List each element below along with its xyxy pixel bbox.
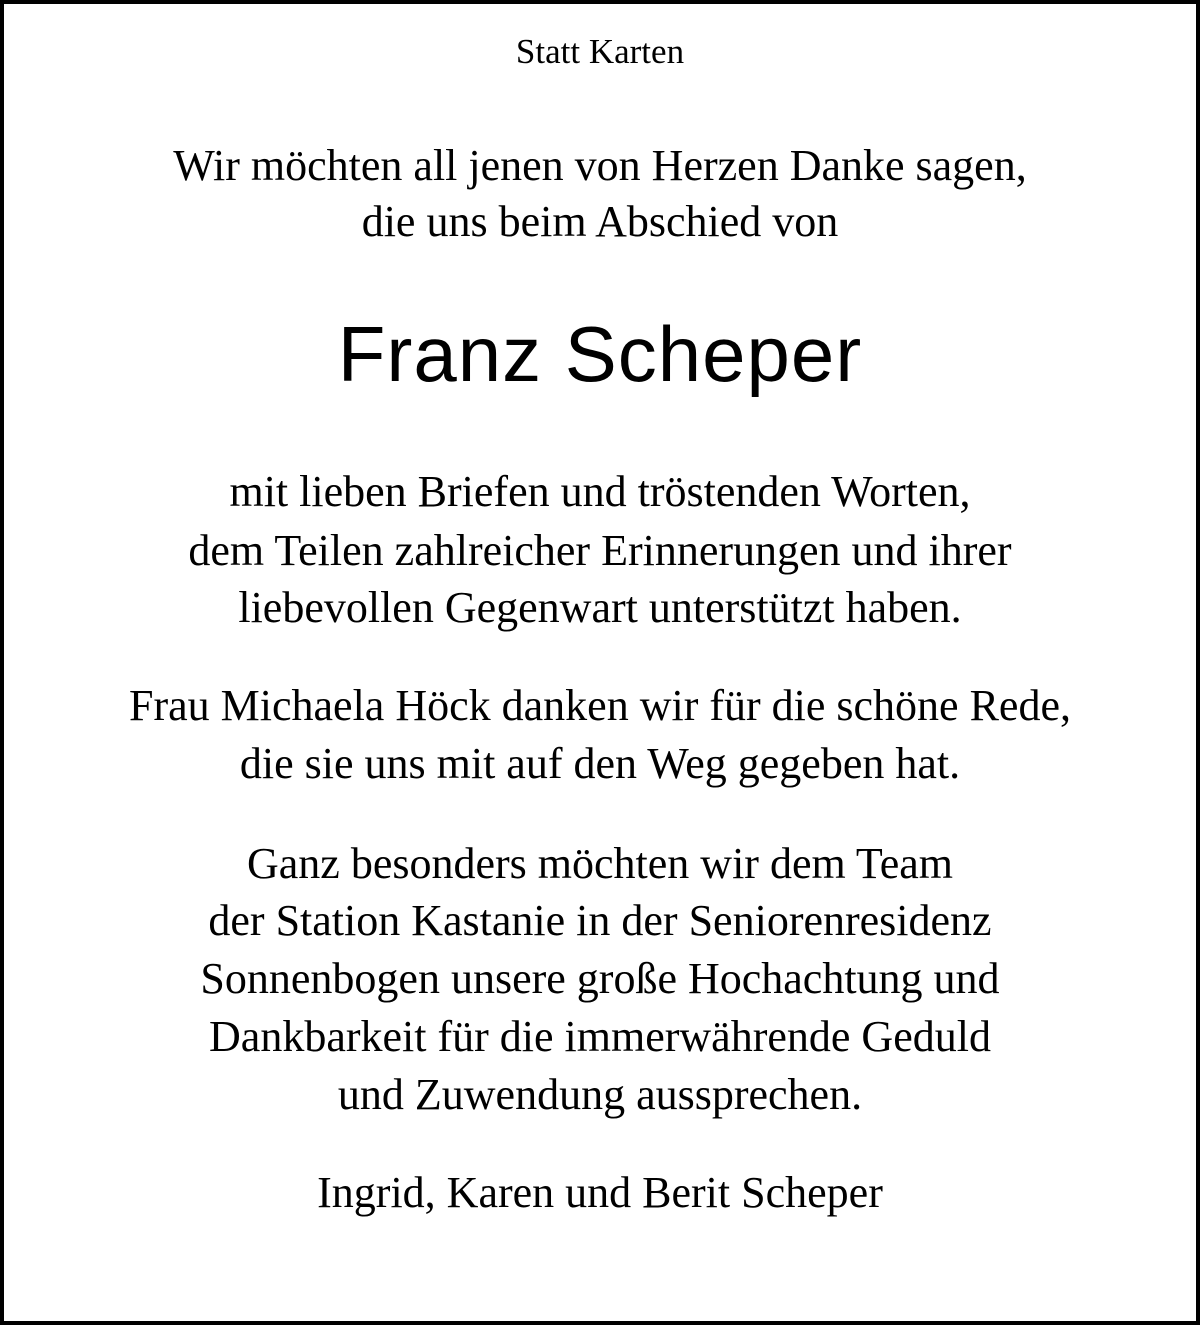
team-line-1: Ganz besonders möchten wir dem Team xyxy=(247,839,953,888)
team-line-5: und Zuwendung aussprechen. xyxy=(337,1070,863,1119)
speech-line-2: die sie uns mit auf den Weg gegeben hat. xyxy=(239,739,961,788)
intro-line-2: die uns beim Abschied von xyxy=(361,197,839,246)
signature: Ingrid, Karen und Berit Scheper xyxy=(317,1168,883,1217)
support-line-1: mit lieben Briefen und tröstenden Worten, xyxy=(229,467,971,516)
speech-line-1: Frau Michaela Höck danken wir für die schöne Rede, xyxy=(128,681,1071,730)
team-line-2: der Station Kastanie in der Seniorenresidenz xyxy=(208,896,992,945)
notice-header: Statt Karten xyxy=(515,32,685,71)
intro-line-1: Wir möchten all jenen von Herzen Danke sagen, xyxy=(173,141,1027,190)
support-line-2: dem Teilen zahlreicher Erinnerungen und ihrer xyxy=(188,526,1012,575)
team-line-4: Dankbarkeit für die immerwährende Geduld xyxy=(209,1012,991,1061)
support-line-3: liebevollen Gegenwart unterstützt haben. xyxy=(238,583,962,632)
deceased-name: Franz Scheper xyxy=(337,310,863,398)
team-line-3: Sonnenbogen unsere große Hochachtung und xyxy=(200,954,1000,1003)
